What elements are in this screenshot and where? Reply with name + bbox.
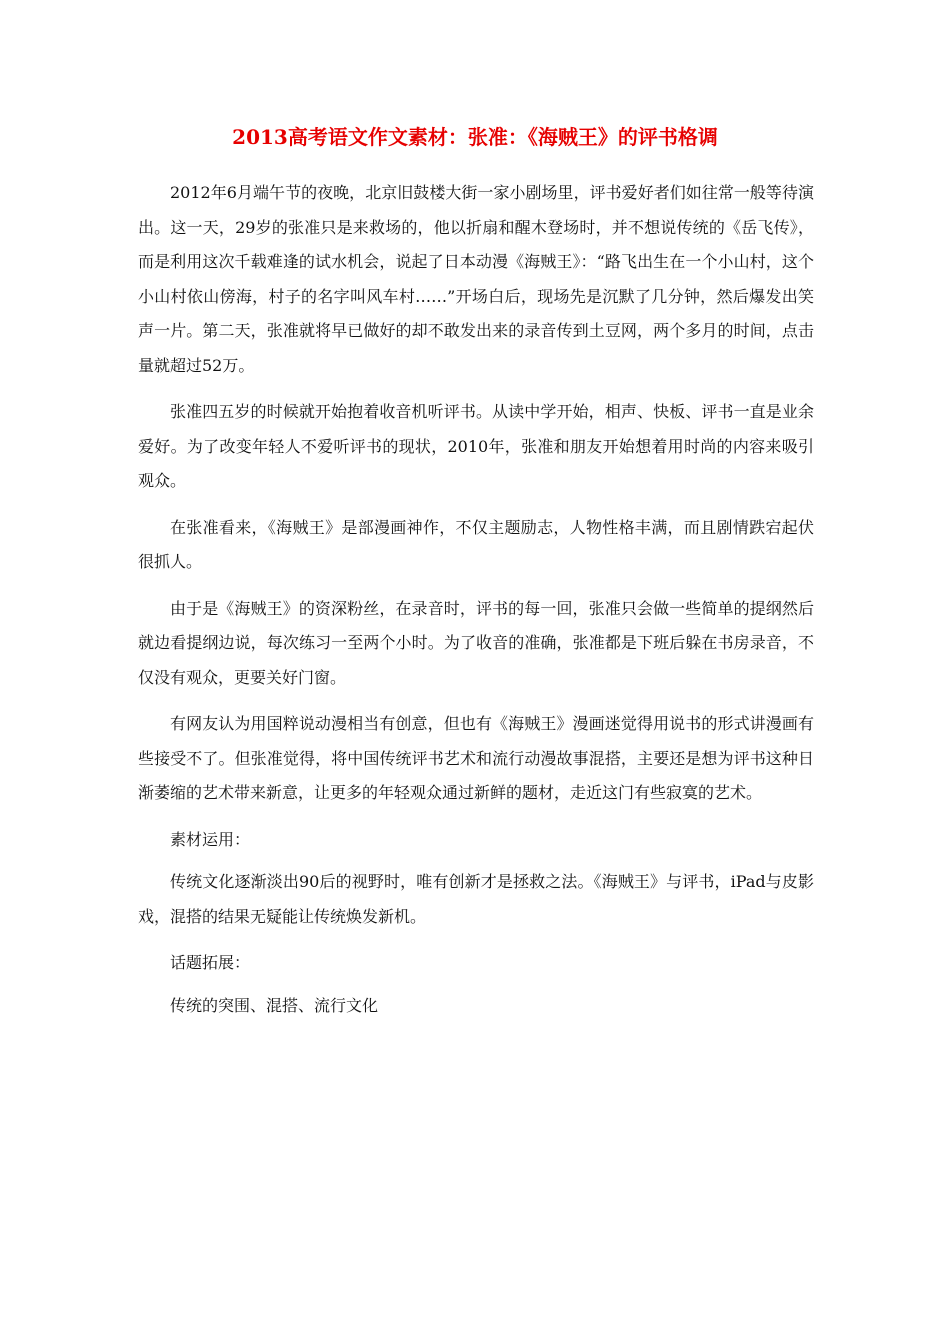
paragraph-usage: 传统文化逐渐淡出90后的视野时，唯有创新才是拯救之法。《海贼王》与评书，iPad与皮影戏，混搭的结果无疑能让传统焕发新机。 — [138, 872, 814, 926]
paragraph-recording: 由于是《海贼王》的资深粉丝，在录音时，评书的每一回，张准只会做一些简单的提纲然后就边看提纲边说，每次练习一至两个小时。为了收音的准确，张准都是下班后躲在书房录音，不仅没有观众，更要关好门窗。 — [138, 598, 814, 687]
paragraph-opening-story: 2012年6月端午节的夜晚，北京旧鼓楼大街一家小剧场里，评书爱好者们如往常一般等待演出。这一天，29岁的张准只是来救场的，他以折扇和醒木登场时，并不想说传统的《岳飞传》，而是利用这次千载难逢的试水机会，说起了日本动漫《海贼王》：“路飞出生在一个小山村，这个小山村依山傍海，村子的名字叫风车村……”开场白后，现场先是沉默了几分钟，然后爆发出笑声一片。第二天，张准就将早已做好的却不敢发出来的录音传到土豆网，两个多月的时间，点击量就超过52万。 — [138, 183, 814, 375]
document-body — [138, 176, 814, 1035]
paragraph-topics: 传统的突围、混搭、流行文化 — [170, 995, 379, 1015]
paragraph-view: 在张准看来，《海贼王》是部漫画神作，不仅主题励志，人物性格丰满，而且剧情跌宕起伏很抓人。 — [138, 517, 814, 571]
section-heading-usage: 素材运用： — [170, 829, 251, 849]
section-heading-topics: 话题拓展： — [170, 953, 251, 972]
paragraph-background: 张准四五岁的时候就开始抱着收音机听评书。从读中学开始，相声、快板、评书一直是业余爱好。为了改变年轻人不爱听评书的现状，2010年，张准和朋友开始想着用时尚的内容来吸引观众。 — [138, 402, 814, 490]
document-title: 2013高考语文作文素材：张准：《海贼王》的评书格调 — [232, 125, 718, 149]
paragraph-opinions: 有网友认为用国粹说动漫相当有创意，但也有《海贼王》漫画迷觉得用说书的形式讲漫画有些接受不了。但张准觉得，将中国传统评书艺术和流行动漫故事混搭，主要还是想为评书这种日渐萎缩的艺术带来新意，让更多的年轻观众通过新鲜的题材，走近这门有些寂寞的艺术。 — [138, 714, 814, 802]
